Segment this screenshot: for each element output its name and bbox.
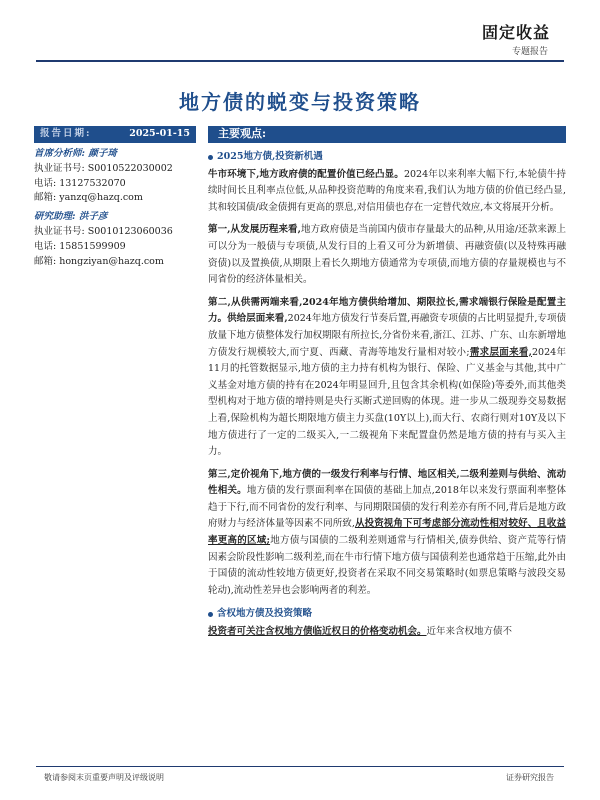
paragraph-text: 2024年以来利率大幅下行,本轮债牛持续时间长且利率点位低,从品种投资范畴的角度来看,我们认为地方债的价值已经凸显,其和较国债/政金债拥有更高的票息,对信用债也存在一定替代效应,本文将展开分析。 bbox=[208, 168, 567, 213]
report-date-bar bbox=[34, 126, 196, 143]
paragraph bbox=[208, 222, 566, 288]
bold-lead: 牛市环境下,地方政府债的配置价值已经凸显。 bbox=[208, 168, 404, 180]
bold-underline-phrase: 投资者可关注含权地方债临近权日的价格变动机会。 bbox=[208, 626, 427, 638]
paragraph-text: 地方债的发行票面利率在国债的基础上加点,2018年以来发行票面利率整体趋于下行,而不同省份的发行利率、与同期限国债的发行利差亦有所不同,背后是地方政府财力与经济体量等因素不同所致, bbox=[208, 485, 566, 530]
research-assistant: 研究助理: 洪子彦 bbox=[34, 211, 108, 223]
section-heading bbox=[208, 149, 566, 166]
brand-label: 固定收益 bbox=[481, 23, 550, 42]
sidebar bbox=[34, 126, 196, 269]
assistant-phone: 电话: 15851599909 bbox=[34, 240, 126, 252]
page-title: 地方债的蜕变与投资策略 bbox=[179, 90, 421, 114]
paragraph-text: 地方债与国债的二级利差则通常与行情相关,债券供给、资产荒等行情因素会阶段性影响二级利差,而在牛市行情下地方债与国债利差也通常趋于压缩,此外由于国债的流动性较地方债更好,投资者在采取不同交易策略时(如票息策略与波段交易轮动),流动性差异也会影响两者的利差。 bbox=[208, 535, 566, 596]
key-points-bar: 主要观点: bbox=[208, 126, 566, 143]
paragraph-text: 近年来含权地方债不 bbox=[426, 626, 513, 638]
paragraph-text: 2024年11月的托管数据显示,地方债的主力持有机构为银行、保险、广义基金与其他,其中广义基金对地方债的持有在2024年明显回升,且包含其余机构(如保险)等委外,而其他类型机构对于地方债的增持则是央行买断式逆回购的体现。进一步从二级现券交易数据上看,保险机构为超长期限地方债主力买盘(10Y以上),而大行、农商行则对10Y及以下地方债进行了一定的二级买入,一二级视角下来配置盘仍然是地方债的持有与买入主力。 bbox=[208, 346, 566, 458]
bold-lead: 第三,定价视角下,地方债的一级发行利率与行情、地区相关,二级利差则与供给、流动性相关。 bbox=[208, 468, 566, 497]
analyst-email[interactable]: 邮箱: yanzq@hazq.com bbox=[34, 192, 143, 204]
analyst-cert: 执业证书号: S0010522030002 bbox=[34, 162, 173, 174]
paragraph-text: 地方政府债是当前国内债市存量最大的品种,从用途/还款来源上可以分为一般债与专项债,从发行目的上看又可分为新增债、再融资债(以及特殊再融资债)以及置换债,从期限上看长久期地方债通常为专项债,而地方债的存量规模也与不同省份的经济体量相关。 bbox=[208, 224, 566, 286]
bold-lead: 第一,从发展历程来看, bbox=[208, 224, 301, 236]
paragraph bbox=[208, 624, 566, 641]
paragraph bbox=[208, 467, 566, 600]
paragraph bbox=[208, 167, 566, 217]
report-date-label: 报告日期: bbox=[40, 128, 92, 140]
bullet-icon bbox=[208, 155, 213, 160]
paragraph-text: 2024年地方债发行节奏后置,再融资专项债的占比明显提升,专项债放量下地方债整体发行加权期限有所拉长,分省份来看,浙江、江苏、广东、山东新增地方债发行规模较大,而宁夏、西藏、青海等地发行量相对较小; bbox=[208, 313, 567, 358]
report-type: 专题报告 bbox=[511, 47, 548, 57]
section-heading-text: 含权地方债及投资策略 bbox=[217, 608, 313, 620]
chief-analyst: 首席分析师: 颜子琦 bbox=[34, 148, 117, 159]
assistant-cert: 执业证书号: S0010123060036 bbox=[34, 225, 173, 237]
footer-label: 证券研究报告 bbox=[506, 773, 554, 782]
assistant-email[interactable]: 邮箱: hongziyan@hazq.com bbox=[34, 255, 164, 267]
bold-phrase: 供给层面来看, bbox=[227, 313, 288, 325]
paragraph bbox=[208, 295, 566, 461]
report-date-value: 2025-01-15 bbox=[129, 128, 190, 140]
section-heading bbox=[208, 606, 566, 623]
bullet-icon bbox=[208, 612, 213, 617]
section-heading-text: 2025地方债,投资新机遇 bbox=[217, 151, 323, 162]
bold-lead: 第二,从供需两端来看,2024年地方债供给增加、期限拉长,需求端银行保险是配置主力。 bbox=[208, 296, 566, 325]
analyst-phone: 电话: 13127532070 bbox=[34, 177, 126, 189]
footer-disclaimer: 敬请参阅末页重要声明及评级说明 bbox=[44, 773, 164, 782]
header-divider bbox=[36, 60, 564, 62]
footer-divider bbox=[36, 766, 564, 767]
bold-underline-phrase: 从投资视角下可考虑部分流动性相对较好、且收益率更高的区域; bbox=[208, 518, 566, 547]
main-content bbox=[208, 126, 566, 641]
bold-underline-phrase: 需求层面来看, bbox=[469, 346, 532, 358]
